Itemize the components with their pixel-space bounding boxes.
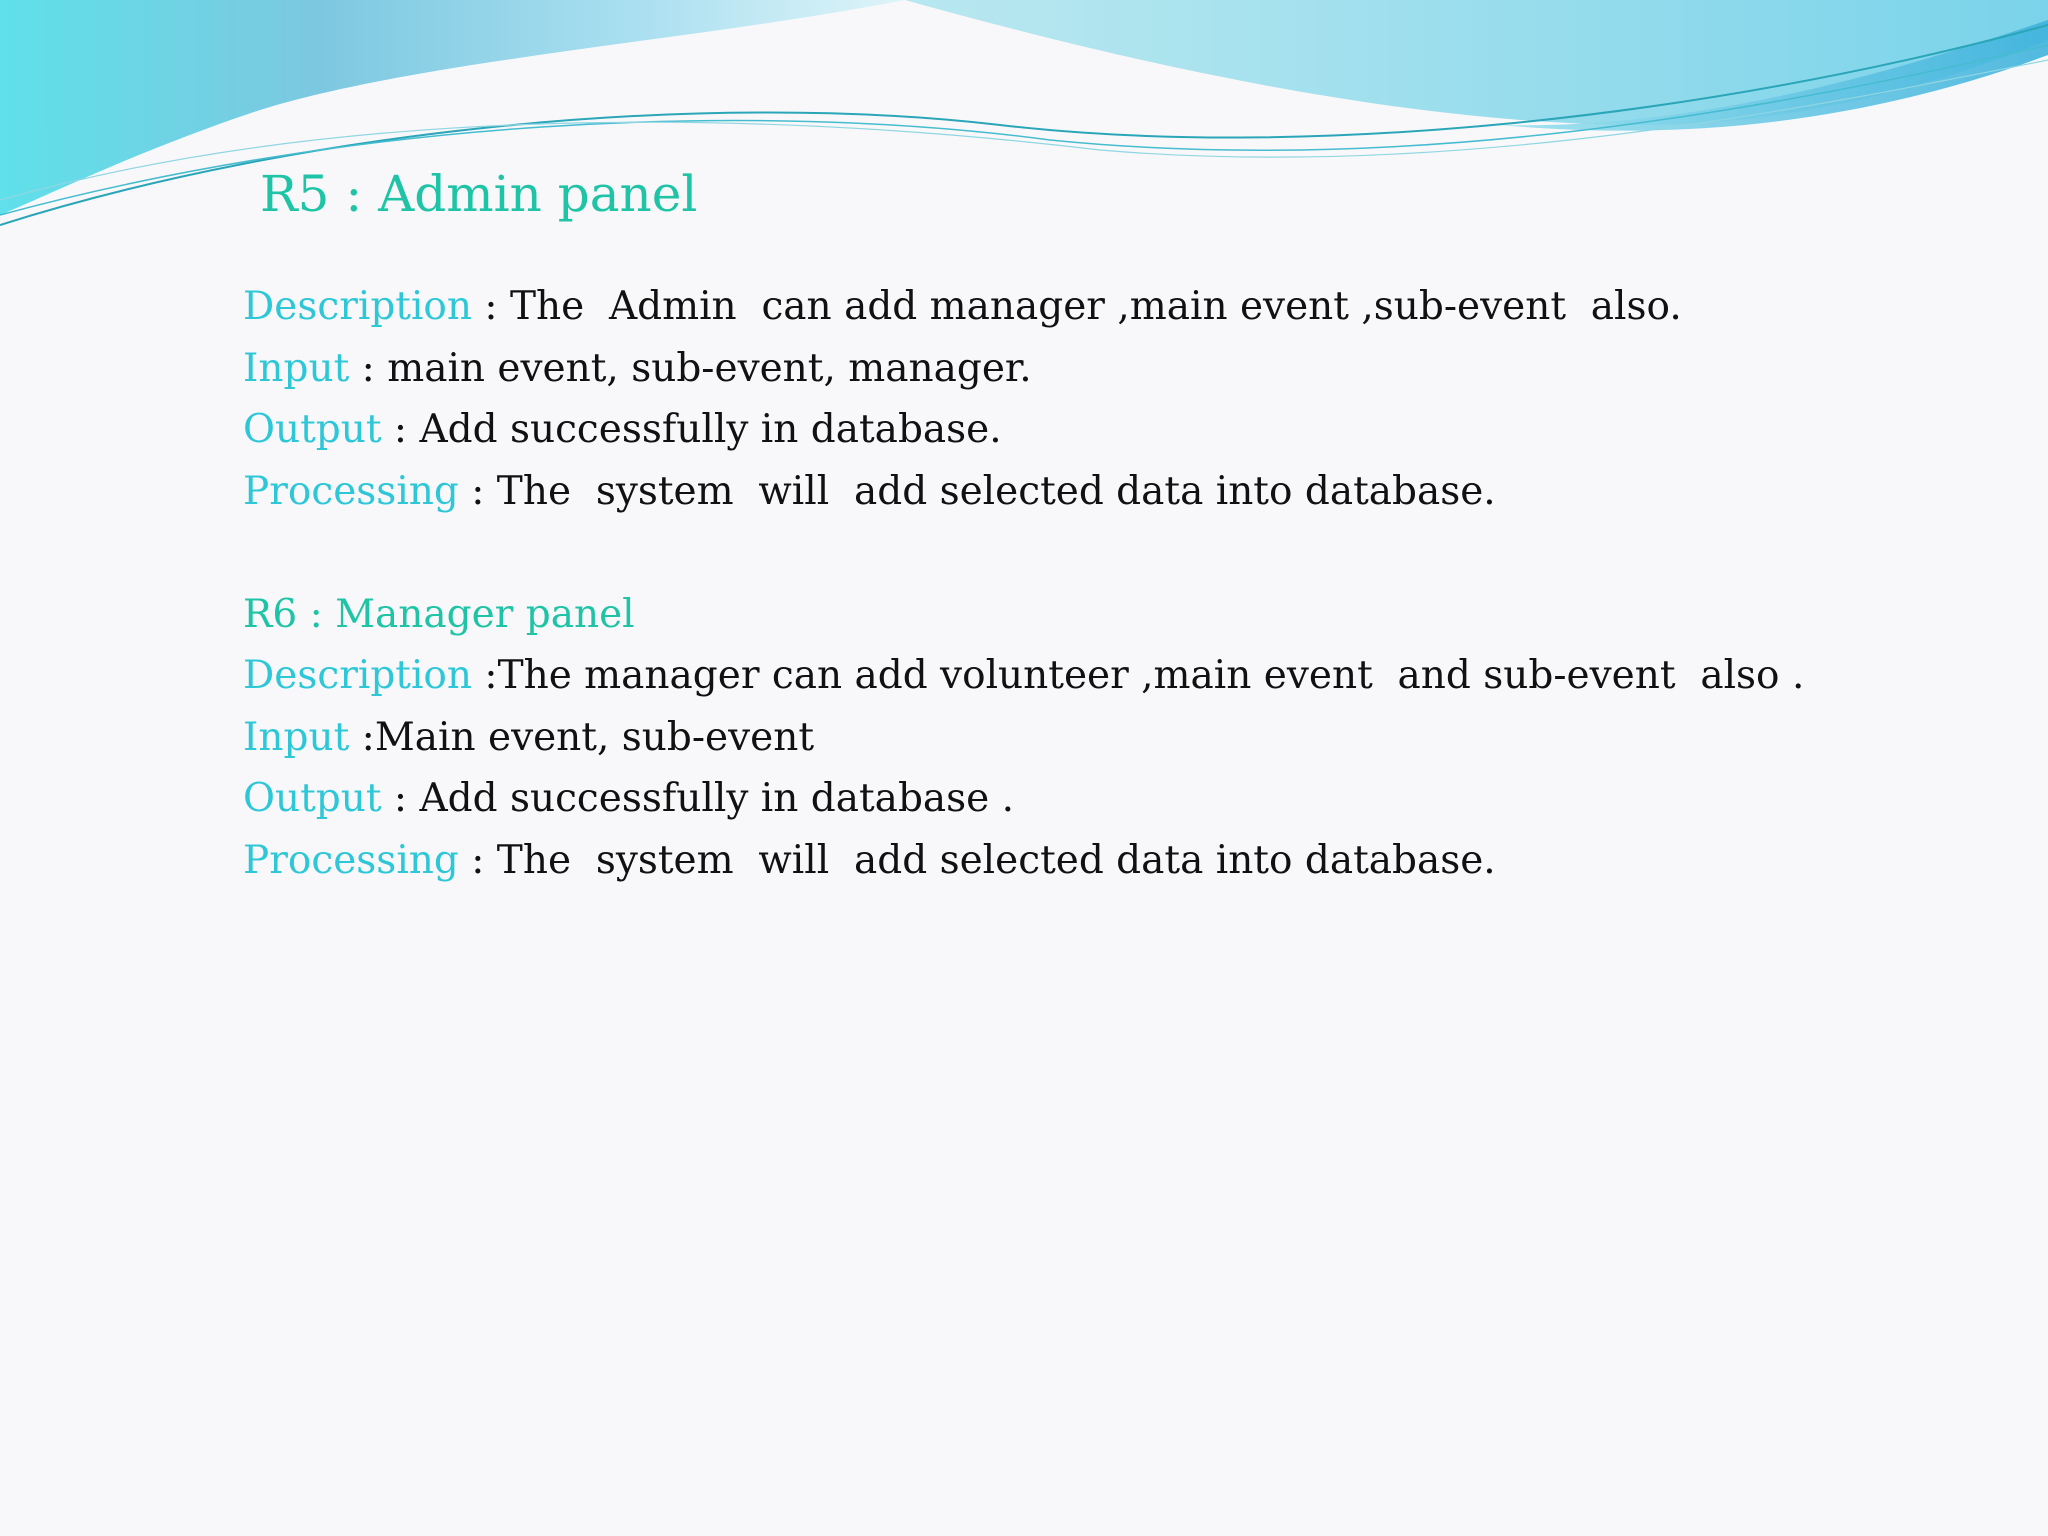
section-spacer [243, 522, 2003, 584]
r5-description-row [243, 276, 2003, 338]
processing-label: Processing [243, 468, 459, 514]
slide-content [243, 276, 2003, 891]
output-label: Output [243, 407, 382, 452]
input-label: Input [243, 714, 350, 760]
r6-title: R6 : Manager panel [243, 591, 635, 637]
r6-output-row [243, 768, 2003, 830]
output-text: : Add successfully in database. [381, 407, 1002, 452]
output-label: Output [243, 776, 382, 821]
r5-processing-row [243, 461, 2003, 523]
description-text: : The Admin can add manager ,main event ,sub-event also. [472, 284, 1682, 329]
r5-input-row [243, 338, 2003, 400]
r5-output-row [243, 399, 2003, 461]
processing-label: Processing [243, 837, 459, 883]
output-text: : Add successfully in database . [381, 776, 1015, 821]
r6-input-row [243, 707, 2003, 769]
r6-processing-row [243, 830, 2003, 892]
input-text: : main event, sub-event, manager. [349, 345, 1032, 391]
processing-text: : The system will add selected data into database. [458, 468, 1496, 514]
processing-text: : The system will add selected data into database. [458, 837, 1496, 883]
description-text: :The manager can add volunteer ,main event and sub-event also . [472, 653, 1805, 698]
input-label: Input [243, 345, 350, 391]
r5-title: R5 : Admin panel [260, 165, 698, 223]
r6-description-row [243, 645, 2003, 707]
input-text: :Main event, sub-event [349, 714, 815, 760]
description-label: Description [243, 653, 473, 698]
description-label: Description [243, 284, 473, 329]
